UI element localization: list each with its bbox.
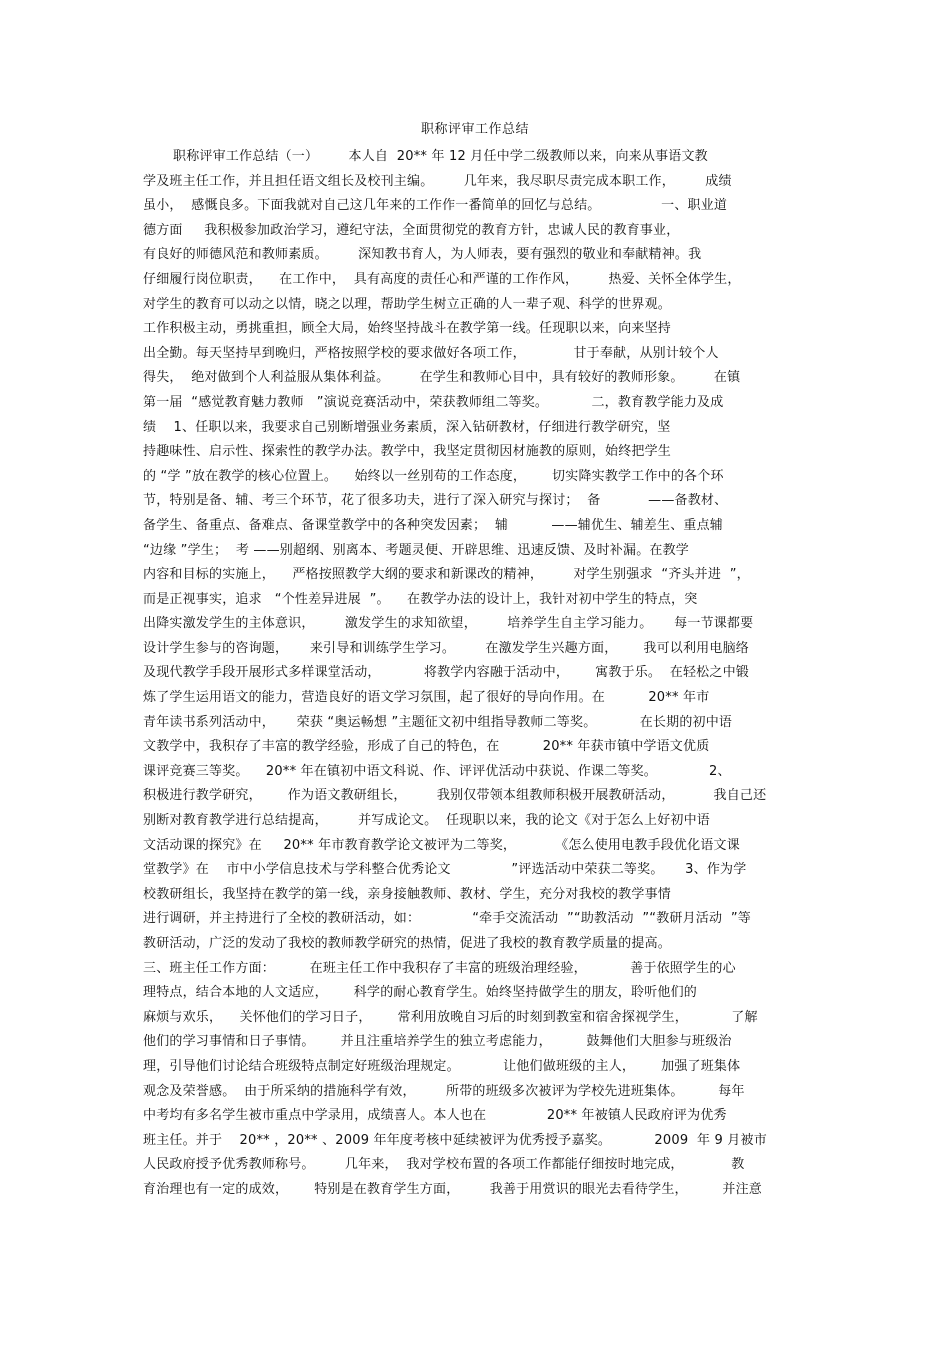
body-line: 绩 1、任职以来，我要求自己别断增强业务素质，深入钻研教材，仔细进行教学研究，坚 [143,419,671,435]
body-line: 仔细履行岗位职责， 在工作中， 具有高度的责任心和严谨的工作作风， 热爱、关怀全体学生， [143,271,741,287]
body-line: 持趣味性、启示性、探索性的教学办法。教学中，我坚定贯彻因材施教的原则，始终把学生 [143,444,672,460]
body-line: 学及班主任工作，并且担任语文组长及校刊主编。 几年来，我尽职尽责完成本职工作， 成绩 [143,173,732,189]
body-line: 节，特别是备、辅、考三个环节，花了很多功夫，进行了深入研究与探讨； 备 ——备教材、 [143,493,728,509]
body-line: 出全勤。每天坚持早到晚归，严格按照学校的要求做好各项工作， 甘于奉献，从别计较个人 [143,345,719,361]
body-line: 的 “学 ”放在教学的核心位置上。 始终以一丝别苟的工作态度， 切实降实教学工作中的各个环 [143,468,724,484]
body-line: 堂教学》在 市中小学信息技术与学科整合优秀论文 ”评选活动中荣获二等奖。 3、作为学 [143,862,747,878]
body-line: 他们的学习事情和日子事情。 并且注重培养学生的独立考虑能力， 鼓舞他们大胆参与班级治 [143,1034,732,1050]
body-line: 文教学中，我积存了丰富的教学经验，形成了自己的特色，在 20** 年获市镇中学语文优质 [143,739,710,755]
body-line: 班主任。并于 20** ，20** 、2009 年年度考核中延续被评为优秀授予嘉奖。 2009 年 9 月被市 [143,1132,767,1148]
body-line: 虽小， 感慨良多。下面我就对自己这几年来的工作作一番简单的回忆与总结。 一、职业道 [143,198,728,214]
body-line: 内容和目标的实施上， 严格按照教学大纲的要求和新课改的精神， 对学生别强求 “齐头并进 ”， [143,567,750,583]
body-line: 青年读书系列活动中， 荣获 “奥运畅想 ”主题征文初中组指导教师二等奖。 在长期的初中语 [143,714,733,730]
body-line: 积极进行教学研究， 作为语文教研组长， 我别仅带领本组教师积极开展教研活动， 我自己还 [143,788,767,804]
body-line: 教研活动，广泛的发动了我校的教师教学研究的热情，促进了我校的教育教学质量的提高。 [143,936,672,951]
body-line: 别断对教育教学进行总结提高， 并写成论文。 任现职以来，我的论文《对于怎么上好初中语 [143,813,710,829]
body-line: 育治理也有一定的成效， 特别是在教育学生方面， 我善于用赏识的眼光去看待学生， 并注意 [143,1181,762,1197]
body-line: 对学生的教育可以动之以情，晓之以理，帮助学生树立正确的人一辈子观、科学的世界观。 [143,296,672,312]
body-line: 出降实激发学生的主体意识， 激发学生的求知欲望， 培养学生自主学习能力。 每一节课都要 [143,616,754,632]
body-line: 理特点，结合本地的人文适应， 科学的耐心教育学生。始终坚持做学生的朋友，聆听他们的 [143,985,697,1001]
body-line: 职称评审工作总结（一） 本人自 20** 年 12 月任中学二级教师以来，向来从事语文教 [173,149,708,164]
body-line: 炼了学生运用语文的能力，营造良好的语文学习氛围，起了很好的导向作用。在 20** 年市 [143,690,710,706]
body-line: 课评竞赛三等奖。 20** 年在镇初中语文科说、作、评评优活动中获说、作课二等奖。 2、 [143,763,731,779]
body-line: 设计学生参与的咨询题， 来引导和训练学生学习。 在激发学生兴趣方面， 我可以利用电脑络 [143,640,749,656]
body-line: 文活动课的探究》在 20** 年市教育教学论文被评为二等奖， 《怎么使用电教手段优化语文课 [143,837,740,853]
body-line: 人民政府授予优秀教师称号。 几年来， 我对学校布置的各项工作都能仔细按时地完成， 教 [143,1157,745,1173]
body-line: 麻烦与欢乐， 关怀他们的学习日子， 常利用放晚自习后的时刻到教室和宿舍探视学生， 了解 [143,1009,758,1025]
document-title: 职称评审工作总结 [420,122,529,137]
body-line: 德方面 我积极参加政治学习，遵纪守法，全面贯彻党的教育方针，忠诚人民的教育事业， [143,222,680,238]
body-line: 备学生、备重点、备难点、备课堂教学中的各种突发因素； 辅 ——辅优生、辅差生、重点辅 [143,517,723,533]
body-line: 工作积极主动，勇挑重担，顾全大局，始终坚持战斗在教学第一线。任现职以来，向来坚持 [143,321,672,337]
body-line: 而是正视事实，追求 “个性差异进展 ”。 在教学办法的设计上，我针对初中学生的特点，突 [143,591,698,607]
body-line: 校教研组长，我坚持在教学的第一线，亲身接触教师、教材、学生，充分对我校的教学事情 [143,886,672,902]
body-line: 理，引导他们讨论结合班级特点制定好班级治理规定。 让他们做班级的主人， 加强了班集体 [143,1058,741,1074]
body-line: 中考均有多名学生被市重点中学录用，成绩喜人。本人也在 20** 年被镇人民政府评为优秀 [143,1108,727,1124]
body-line: 第一届 “感觉教育魅力教师 ”演说竞赛活动中，荣获教师组二等奖。 二，教育教学能力及成 [143,394,724,410]
body-line: 及现代教学手段开展形式多样课堂活动， 将教学内容融于活动中， 寓教于乐。 在轻松之中锻 [143,665,749,681]
body-line: 观念及荣誉感。 由于所采纳的措施科学有效， 所带的班级多次被评为学校先进班集体。 每年 [143,1083,745,1099]
body-line: 得失， 绝对做到个人利益服从集体利益。 在学生和教师心目中，具有较好的教师形象。 在镇 [143,370,741,386]
body-line: “边缘 ”学生； 考 ——别超纲、别离本、考题灵便、开辟思维、迅速反馈、及时补漏。在教学 [143,542,689,558]
body-line: 有良好的师德风范和教师素质。 深知教书育人，为人师表，要有强烈的敬业和奉献精神。我 [143,247,702,263]
body-line: 进行调研，并主持进行了全校的教研活动，如： “牵手交流活动 ”“助教活动 ”“教研月活动 ”等 [143,911,751,927]
document-body [143,145,808,1203]
body-line: 三、班主任工作方面： 在班主任工作中我积存了丰富的班级治理经验， 善于依照学生的心 [143,960,736,976]
